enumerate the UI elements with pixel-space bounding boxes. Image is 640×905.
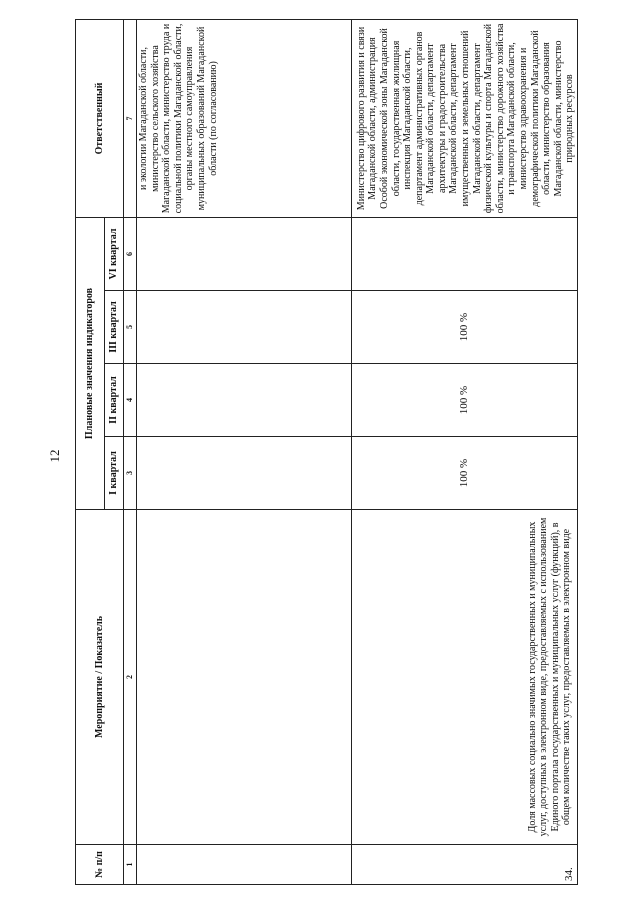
page-number: 12 — [47, 449, 62, 463]
header-q3: III квартал — [105, 291, 124, 364]
cell-q3-value: 100 % — [352, 291, 578, 364]
column-number: 5 — [124, 291, 137, 364]
cell-q1-continued — [137, 437, 352, 510]
column-number: 4 — [124, 364, 137, 437]
column-number: 6 — [124, 217, 137, 290]
header-responsible: Ответственный — [76, 19, 124, 217]
cell-responsible: Министерство цифрового развития и связи Магаданской области, администрация Особой экономической зоны Магаданской области, государственная жилищная инспекция Магаданской области, департамент административных органов Магаданской области, департамент архитектуры и градостроительства Магаданской области, департамент имущественных и земельных отношений Магаданской области, департамент физической культуры и спорта Магаданской области, министерство дорожного хозяйства и транспорта Магаданской области, министерство здравоохранения и демографической политики Магаданской области, министерство образования Магаданской области, министерство природных ресурсов — [352, 19, 578, 217]
column-number: 2 — [124, 510, 137, 845]
cell-indicator-continued — [137, 510, 352, 845]
cell-q4-value — [352, 217, 578, 290]
table-row-34 — [352, 19, 578, 884]
header-q4: VI квартал — [105, 217, 124, 290]
cell-indicator: Доля массовых социально значимых государственных и муниципальных услуг, доступных в электронном виде, предоставляемых с использованием Единого портала государственных и муниципальных услуг (функций), в общем количестве таких услуг, предоставляемых в электронном виде — [352, 510, 578, 845]
header-q1: I квартал — [105, 437, 124, 510]
rotated-page-content — [75, 20, 578, 885]
header-plan-group: Плановые значения индикаторов — [76, 217, 105, 509]
header-q2: II квартал — [105, 364, 124, 437]
cell-no-continued — [137, 845, 352, 885]
header-no: № п/п — [76, 845, 124, 885]
cell-row-number: 34. — [352, 845, 578, 885]
column-number: 1 — [124, 845, 137, 885]
cell-responsible-continued: и экологии Магаданской области, министерство сельского хозяйства Магаданской области, министерство труда и социальной политики Магаданской области, органы местного самоуправления муниципальных образований Магаданской области (по согласованию) — [137, 19, 352, 217]
column-number: 7 — [124, 19, 137, 217]
header-activity: Мероприятие / Показатель — [76, 510, 124, 845]
column-number: 3 — [124, 437, 137, 510]
column-number-row — [124, 19, 137, 884]
cell-q4-continued — [137, 217, 352, 290]
cell-q1-value: 100 % — [352, 437, 578, 510]
cell-q2-continued — [137, 364, 352, 437]
indicators-table — [75, 19, 578, 885]
table-row-continued — [137, 19, 352, 884]
table-header-row — [76, 19, 105, 884]
cell-q3-continued — [137, 291, 352, 364]
cell-q2-value: 100 % — [352, 364, 578, 437]
